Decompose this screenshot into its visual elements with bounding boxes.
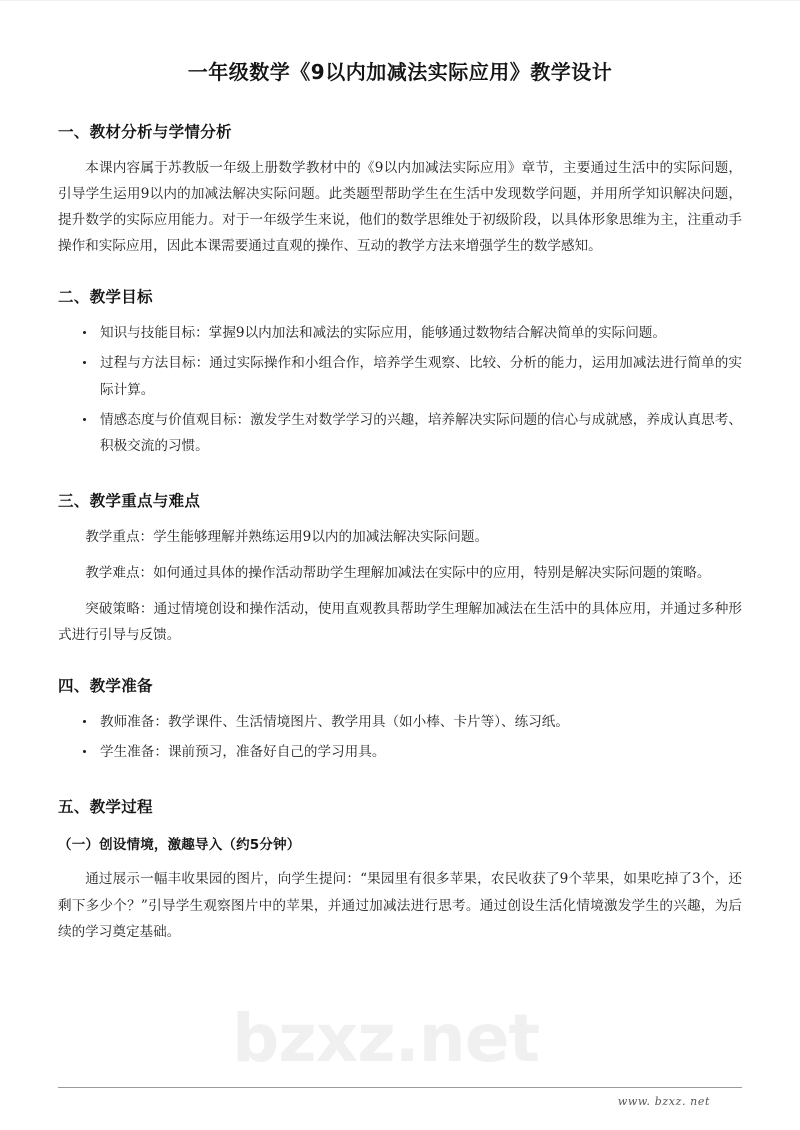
section-1-paragraph-1: 本课内容属于苏教版一年级上册数学教材中的《9以内加减法实际应用》章节，主要通过生活中的实际问题，引导学生运用9以内的加减法解决实际问题。此类题型帮助学生在生活中发现数学问题，并用所学知识解决问题，提升数学的实际应用能力。对于一年级学生来说，他们的数学思维处于初级阶段，以具体形象思维为主，注重动手操作和实际应用，因此本课需要通过直观的操作、互动的教学方法来增强学生的数学感知。 — [58, 160, 742, 255]
subsection-heading-5-1: （一）创设情境，激趣导入（约5分钟） — [58, 837, 301, 854]
page-title: 一年级数学《9以内加减法实际应用》教学设计 — [187, 60, 613, 84]
section-heading-3: 三、教学重点与难点 — [58, 491, 201, 510]
section-3-paragraph-2: 教学难点：如何通过具体的操作活动帮助学生理解加减法在实际中的应用，特别是解决实际问题的策略。 — [85, 564, 711, 581]
section-3-paragraph-1: 教学重点：学生能够理解并熟练运用9以内的加减法解决实际问题。 — [85, 528, 489, 545]
page-footer — [58, 1087, 742, 1108]
footer-url: www. bzxz. net — [617, 1095, 710, 1108]
section-heading-4: 四、教学准备 — [58, 677, 153, 696]
list-item: 情感态度与价值观目标：激发学生对数学学习的兴趣，培养解决实际问题的信心与成就感，养成认真思考、积极交流的习惯。 — [79, 407, 742, 459]
section-3-paragraph-3: 突破策略：通过情境创设和操作活动，使用直观教具帮助学生理解加减法在生活中的具体应用，并通过多种形式进行引导与反馈。 — [58, 601, 742, 644]
list-item: 学生准备：课前预习，准备好自己的学习用具。 — [79, 739, 742, 765]
section-heading-1: 一、教材分析与学情分析 — [58, 123, 232, 141]
list-item: 知识与技能目标：掌握9以内加法和减法的实际应用，能够通过数物结合解决简单的实际问题。 — [79, 320, 742, 346]
list-item: 过程与方法目标：通过实际操作和小组合作，培养学生观察、比较、分析的能力，运用加减法进行简单的实际计算。 — [79, 350, 742, 402]
list-item: 教师准备：教学课件、生活情境图片、教学用具（如小棒、卡片等）、练习纸。 — [79, 709, 742, 735]
objectives-list — [58, 320, 742, 458]
preparation-list — [58, 709, 742, 765]
section-heading-2: 二、教学目标 — [58, 288, 153, 307]
watermark-bzxz: bzxz.net — [232, 1000, 540, 1077]
subsection-5-1-paragraph: 通过展示一幅丰收果园的图片，向学生提问：“果园里有很多苹果，农民收获了9个苹果，如果吃掉了3个，还剩下多少个？”引导学生观察图片中的苹果，并通过加减法进行思考。通过创设生活化情境激发学生的兴趣，为后续的学习奠定基础。 — [58, 871, 742, 940]
footer-divider — [58, 1087, 742, 1088]
section-heading-5: 五、教学过程 — [58, 798, 153, 817]
